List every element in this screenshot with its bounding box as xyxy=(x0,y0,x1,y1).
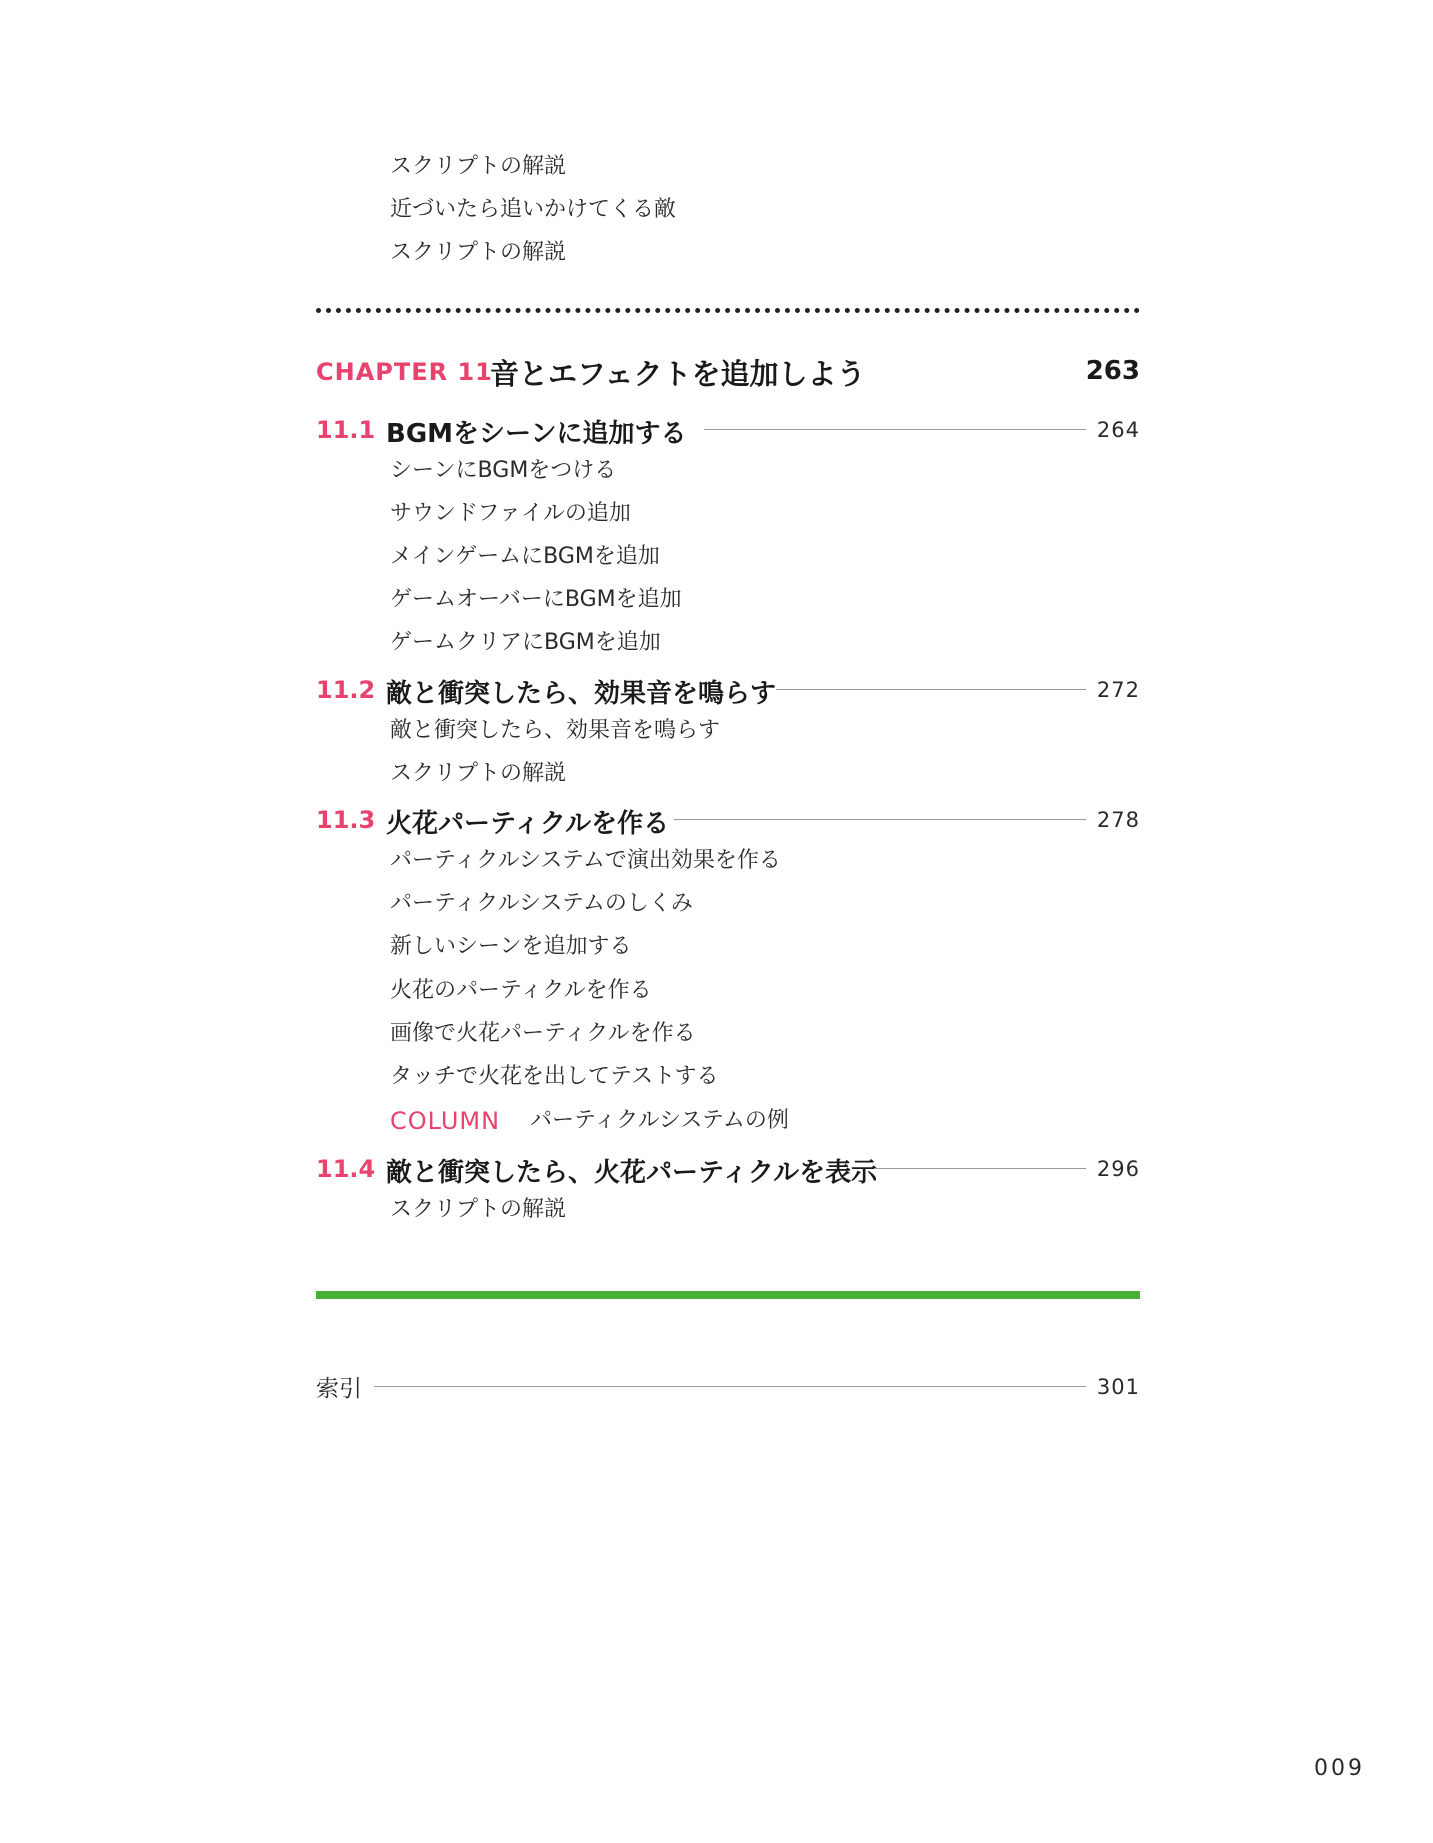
index-label: 索引 xyxy=(316,1376,362,1402)
section-number: 11.3 xyxy=(316,806,376,834)
page-number: 009 xyxy=(1314,1756,1365,1781)
toc-item[interactable]: 火花のパーティクルを作る xyxy=(390,978,652,1003)
dotted-divider xyxy=(316,308,1140,313)
section-title: 火花パーティクルを作る xyxy=(386,809,670,839)
section-heading[interactable] xyxy=(316,803,1140,839)
chapter-heading[interactable] xyxy=(316,352,1140,392)
section-title: BGMをシーンに追加する xyxy=(386,419,687,449)
leader-line xyxy=(874,1168,1086,1169)
index-entry[interactable] xyxy=(316,1370,1140,1404)
toc-item[interactable]: ゲームクリアにBGMを追加 xyxy=(390,630,661,655)
toc-item[interactable]: 新しいシーンを追加する xyxy=(390,934,632,959)
section-heading[interactable] xyxy=(316,413,1140,449)
section-page-number: 278 xyxy=(1096,808,1140,832)
toc-item[interactable]: パーティクルシステムで演出効果を作る xyxy=(390,848,781,873)
leader-line xyxy=(674,819,1086,820)
section-title: 敵と衝突したら、火花パーティクルを表示 xyxy=(386,1158,878,1188)
toc-item[interactable]: シーンにBGMをつける xyxy=(390,458,617,483)
toc-item[interactable]: 敵と衝突したら、効果音を鳴らす xyxy=(390,718,721,743)
section-number: 11.2 xyxy=(316,676,376,704)
green-divider xyxy=(316,1291,1140,1299)
toc-item[interactable]: サウンドファイルの追加 xyxy=(390,501,631,526)
chapter-page-number: 263 xyxy=(1085,356,1140,386)
toc-item[interactable]: パーティクルシステムのしくみ xyxy=(390,891,693,916)
toc-item[interactable]: ゲームオーバーにBGMを追加 xyxy=(390,587,682,612)
section-number: 11.1 xyxy=(316,416,376,444)
toc-item[interactable]: スクリプトの解説 xyxy=(390,240,567,265)
section-title: 敵と衝突したら、効果音を鳴らす xyxy=(386,679,777,709)
toc-item[interactable]: タッチで火花を出してテストする xyxy=(390,1064,719,1089)
chapter-label: CHAPTER 11 xyxy=(316,358,493,386)
chapter-title: 音とエフェクトを追加しよう xyxy=(490,357,866,391)
leader-line xyxy=(374,1386,1086,1387)
toc-item[interactable]: スクリプトの解説 xyxy=(390,154,567,179)
section-page-number: 264 xyxy=(1096,418,1140,442)
toc-item[interactable]: スクリプトの解説 xyxy=(390,1197,567,1222)
column-item[interactable]: パーティクルシステムの例 xyxy=(530,1108,789,1133)
section-number: 11.4 xyxy=(316,1155,376,1183)
section-heading[interactable] xyxy=(316,1152,1140,1188)
toc-item[interactable]: 近づいたら追いかけてくる敵 xyxy=(390,197,677,222)
section-page-number: 272 xyxy=(1096,678,1140,702)
toc-item[interactable]: メインゲームにBGMを追加 xyxy=(390,544,660,569)
column-label: COLUMN xyxy=(390,1107,501,1135)
toc-item[interactable]: スクリプトの解説 xyxy=(390,761,567,786)
leader-line xyxy=(704,429,1086,430)
section-heading[interactable] xyxy=(316,673,1140,709)
leader-line xyxy=(776,689,1086,690)
toc-item[interactable]: 画像で火花パーティクルを作る xyxy=(390,1021,696,1046)
index-page-number: 301 xyxy=(1096,1375,1140,1399)
section-page-number: 296 xyxy=(1096,1157,1140,1181)
